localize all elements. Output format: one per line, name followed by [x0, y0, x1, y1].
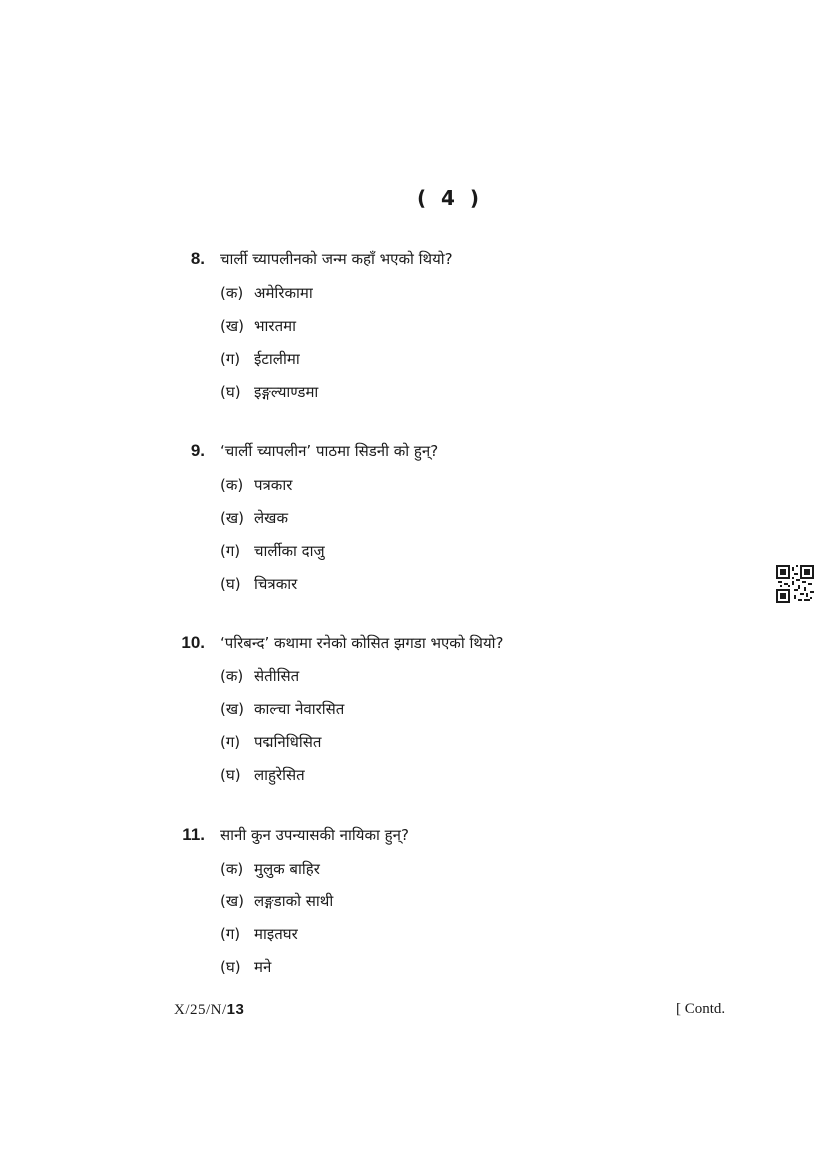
- option-marker: (ख): [220, 509, 244, 527]
- option-marker: (ख): [220, 892, 244, 910]
- option-text: लेखक: [254, 509, 288, 527]
- option-text: अमेरिकामा: [254, 284, 313, 302]
- option-text: सेतीसित: [254, 667, 300, 685]
- option-marker: (क): [220, 860, 244, 878]
- option-marker: (घ): [220, 383, 241, 401]
- question-text: ‘चार्ली च्यापलीन’ पाठमा सिडनी को हुन्?: [220, 442, 439, 460]
- option-text: पद्मनिधिसित: [254, 733, 322, 751]
- option-marker: (ख): [220, 700, 244, 718]
- option-ka: [220, 859, 320, 879]
- option-marker: (ग): [220, 542, 241, 560]
- question-number: 9.: [190, 441, 205, 460]
- option-ka: [220, 283, 313, 303]
- question-text: सानी कुन उपन्यासकी नायिका हुन्?: [220, 826, 409, 844]
- page-number: ( 4 ): [416, 186, 484, 210]
- option-marker: (घ): [220, 958, 241, 976]
- option-ga: [220, 349, 300, 369]
- option-text: लाहुरेसित: [254, 766, 305, 784]
- option-marker: (ग): [220, 925, 241, 943]
- option-marker: (ग): [220, 733, 241, 751]
- question-number: 11.: [182, 825, 205, 844]
- option-marker: (घ): [220, 766, 241, 784]
- option-kha: [220, 508, 288, 528]
- option-text: मुलुक बाहिर: [254, 860, 320, 878]
- option-marker: (क): [220, 284, 244, 302]
- option-text: मने: [254, 958, 272, 976]
- option-text: इङ्गल्याण्डमा: [254, 383, 319, 401]
- question-number: 10.: [181, 633, 205, 652]
- option-ka: [220, 475, 292, 495]
- paper-code-prefix: X/25/N/: [174, 1002, 227, 1018]
- question-number: 8.: [190, 249, 205, 268]
- option-marker: (क): [220, 667, 244, 685]
- option-marker: (ग): [220, 350, 241, 368]
- option-kha: [220, 699, 344, 719]
- option-text: चार्लीका दाजु: [254, 542, 325, 560]
- option-marker: (ख): [220, 317, 244, 335]
- option-gha: [220, 957, 271, 977]
- option-kha: [220, 316, 296, 336]
- option-gha: [220, 574, 297, 594]
- option-text: भारतमा: [254, 317, 296, 335]
- option-text: काल्चा नेवारसित: [254, 700, 345, 718]
- paper-code: [174, 1001, 244, 1019]
- option-text: माइतघर: [254, 925, 298, 943]
- option-text: पत्रकार: [254, 476, 293, 494]
- question-text: चार्ली च्यापलीनको जन्म कहाँ भएको थियो?: [220, 250, 453, 268]
- option-marker: (क): [220, 476, 244, 494]
- qr-code-icon: [776, 565, 814, 603]
- option-gha: [220, 765, 305, 785]
- question-text: ‘परिबन्द’ कथामा रनेको कोसित झगडा भएको थियो?: [220, 634, 504, 652]
- continued-label: [ Contd.: [676, 1001, 726, 1017]
- option-text: लङ्गडाको साथी: [254, 892, 334, 910]
- option-text: ईटालीमा: [254, 350, 300, 368]
- option-ga: [220, 732, 321, 752]
- option-ka: [220, 666, 299, 686]
- option-text: चित्रकार: [254, 575, 298, 593]
- option-ga: [220, 924, 298, 944]
- option-ga: [220, 541, 325, 561]
- paper-code-suffix: 13: [226, 1001, 245, 1018]
- option-gha: [220, 382, 318, 402]
- option-marker: (घ): [220, 575, 241, 593]
- option-kha: [220, 891, 333, 911]
